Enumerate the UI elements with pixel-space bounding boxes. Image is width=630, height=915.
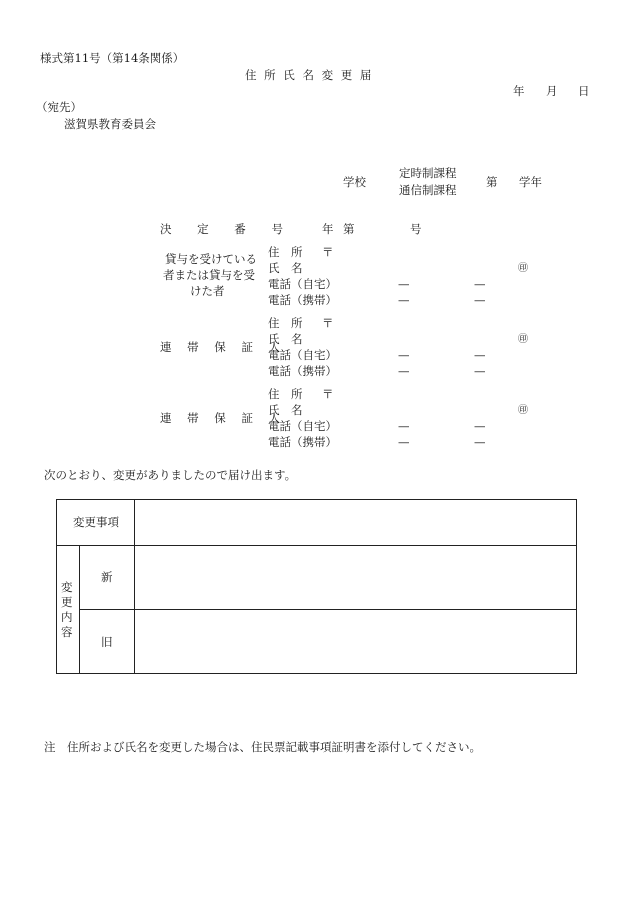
phone-dash: — xyxy=(474,293,486,307)
addressee: 滋賀県教育委員会 xyxy=(64,117,156,131)
table-divider xyxy=(79,609,576,610)
statement-text: 次のとおり、変更がありましたので届け出ます。 xyxy=(44,468,297,482)
decision-year-label: 年 xyxy=(322,222,334,236)
seal-mark: ㊞ xyxy=(518,405,528,416)
name-label: 氏 名 xyxy=(268,403,303,417)
date-day-label: 日 xyxy=(578,84,590,98)
name-label: 氏 名 xyxy=(268,261,303,275)
party-role-line: 貸与を受けている xyxy=(165,252,257,266)
party-role-line: 連 帯 保 証 人 xyxy=(160,411,287,425)
phone-dash: — xyxy=(398,435,410,449)
change-item-label: 変更事項 xyxy=(73,515,119,529)
phone-dash: — xyxy=(474,277,486,291)
postal-mark: 〒 xyxy=(322,245,334,259)
phone-home-label: 電話（自宅） xyxy=(268,419,337,433)
seal-mark: ㊞ xyxy=(518,263,528,274)
postal-mark: 〒 xyxy=(322,387,334,401)
phone-dash: — xyxy=(398,348,410,362)
new-label: 新 xyxy=(101,570,113,584)
change-table: 変更事項 変 更 内 容 新 旧 xyxy=(56,499,577,674)
course-option-2: 通信制課程 xyxy=(399,183,457,197)
phone-dash: — xyxy=(474,435,486,449)
seal-mark: ㊞ xyxy=(518,334,528,345)
grade-suffix: 学年 xyxy=(519,175,542,189)
grade-prefix: 第 xyxy=(486,175,498,189)
postal-mark: 〒 xyxy=(322,316,334,330)
table-divider xyxy=(134,500,135,545)
course-option-1: 定時制課程 xyxy=(399,166,457,180)
phone-dash: — xyxy=(474,364,486,378)
phone-dash: — xyxy=(474,419,486,433)
decision-dai-label: 第 xyxy=(343,222,355,236)
decision-number-label: 決 定 番 号 xyxy=(160,222,294,236)
phone-dash: — xyxy=(398,364,410,378)
phone-dash: — xyxy=(398,419,410,433)
address-label: 住 所 xyxy=(268,387,303,401)
date-year-label: 年 xyxy=(513,84,525,98)
phone-mobile-label: 電話（携帯） xyxy=(268,364,337,378)
addressee-label: （宛先） xyxy=(36,100,82,114)
decision-go-label: 号 xyxy=(410,222,422,236)
phone-dash: — xyxy=(474,348,486,362)
party-role-line: 連 帯 保 証 人 xyxy=(160,340,287,354)
party-role-line: けた者 xyxy=(190,284,225,298)
name-label: 氏 名 xyxy=(268,332,303,346)
date-month-label: 月 xyxy=(546,84,558,98)
school-label: 学校 xyxy=(343,175,366,189)
footnote: 注 住所および氏名を変更した場合は、住民票記載事項証明書を添付してください。 xyxy=(44,740,481,754)
old-label: 旧 xyxy=(101,635,113,649)
address-label: 住 所 xyxy=(268,245,303,259)
phone-home-label: 電話（自宅） xyxy=(268,277,337,291)
page-title: 住 所 氏 名 変 更 届 xyxy=(245,68,374,82)
phone-dash: — xyxy=(398,277,410,291)
form-number: 様式第11号（第14条関係） xyxy=(40,51,185,65)
phone-home-label: 電話（自宅） xyxy=(268,348,337,362)
phone-mobile-label: 電話（携帯） xyxy=(268,293,337,307)
phone-dash: — xyxy=(398,293,410,307)
phone-mobile-label: 電話（携帯） xyxy=(268,435,337,449)
address-label: 住 所 xyxy=(268,316,303,330)
party-role-line: 者または貸与を受 xyxy=(163,268,255,282)
